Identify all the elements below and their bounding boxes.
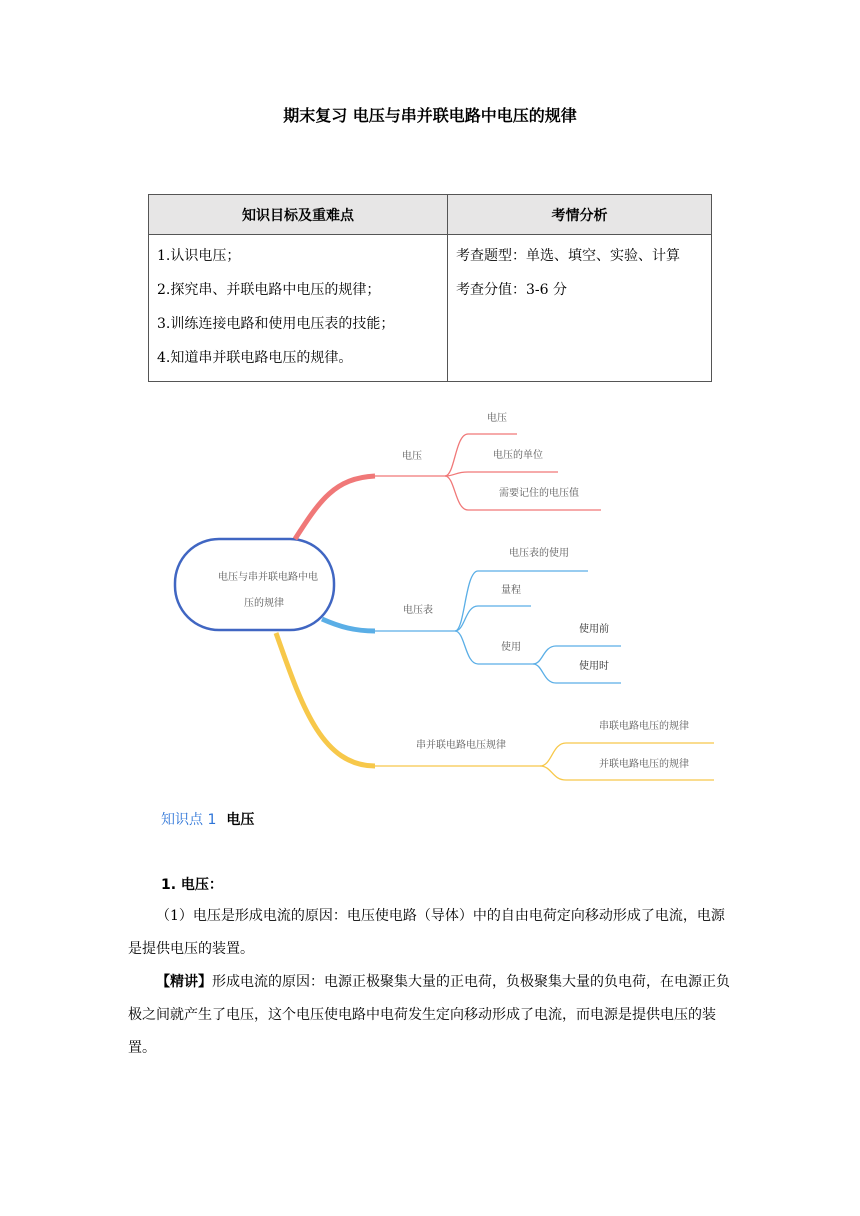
center-label: 压的规律	[244, 598, 284, 609]
center-label: 电压与串并联电路中电	[218, 572, 318, 583]
section-heading: 1. 电压：	[161, 877, 223, 893]
leaf-label: 电压表的使用	[509, 548, 569, 559]
leaf-label: 使用前	[579, 624, 609, 635]
paragraph: （1）电压是形成电流的原因：电压使电路（导体）中的自由电荷定向移动形成了电流，电源是提供电压的装置。	[128, 908, 725, 957]
objective-item: 4.知道串并联电路电压的规律。	[157, 350, 353, 366]
leaf-label: 使用	[501, 642, 521, 653]
branch-series-parallel	[276, 633, 714, 780]
objectives-cell	[149, 235, 448, 382]
objective-item: 3.训练连接电路和使用电压表的技能；	[157, 316, 395, 332]
objective-item: 2.探究串、并联电路中电压的规律；	[157, 282, 381, 298]
branch-label: 电压	[402, 451, 422, 462]
analysis-item: 考查题型：单选、填空、实验、计算	[456, 248, 680, 264]
mind-map	[0, 395, 860, 795]
analysis-cell	[448, 235, 712, 382]
branch-label: 电压表	[403, 605, 433, 616]
leaf-label: 使用时	[579, 661, 609, 672]
branch-label: 串并联电路电压规律	[416, 740, 506, 751]
leaf-label: 电压的单位	[493, 450, 543, 461]
branch-voltmeter	[322, 571, 621, 683]
leaf-label: 量程	[501, 585, 521, 596]
page-title: 期末复习 电压与串并联电路中电压的规律	[283, 106, 577, 125]
knowledge-point-title: 电压	[226, 812, 255, 828]
branch-voltage	[295, 434, 601, 539]
table-header-objectives: 知识目标及重难点	[149, 195, 448, 235]
leaf-label: 需要记住的电压值	[499, 488, 579, 499]
analysis-item: 考查分值：3-6 分	[456, 282, 567, 298]
knowledge-point-label: 知识点 1	[161, 812, 217, 828]
objective-item: 1.认识电压；	[157, 248, 241, 264]
explanation-label: 【精讲】	[156, 974, 212, 990]
paragraph	[128, 966, 732, 1065]
leaf-label: 并联电路电压的规律	[599, 759, 689, 770]
knowledge-point-heading	[161, 809, 254, 829]
center-node	[175, 539, 334, 630]
leaf-label: 电压	[487, 413, 507, 424]
table-header-analysis: 考情分析	[448, 195, 712, 235]
explanation-text: 形成电流的原因：电源正极聚集大量的正电荷，负极聚集大量的负电荷，在电源正负极之间就产生了电压，这个电压使电路中电荷发生定向移动形成了电流，而电源是提供电压的装置。	[128, 974, 730, 1056]
leaf-label: 串联电路电压的规律	[599, 721, 689, 732]
objectives-table	[148, 194, 712, 382]
